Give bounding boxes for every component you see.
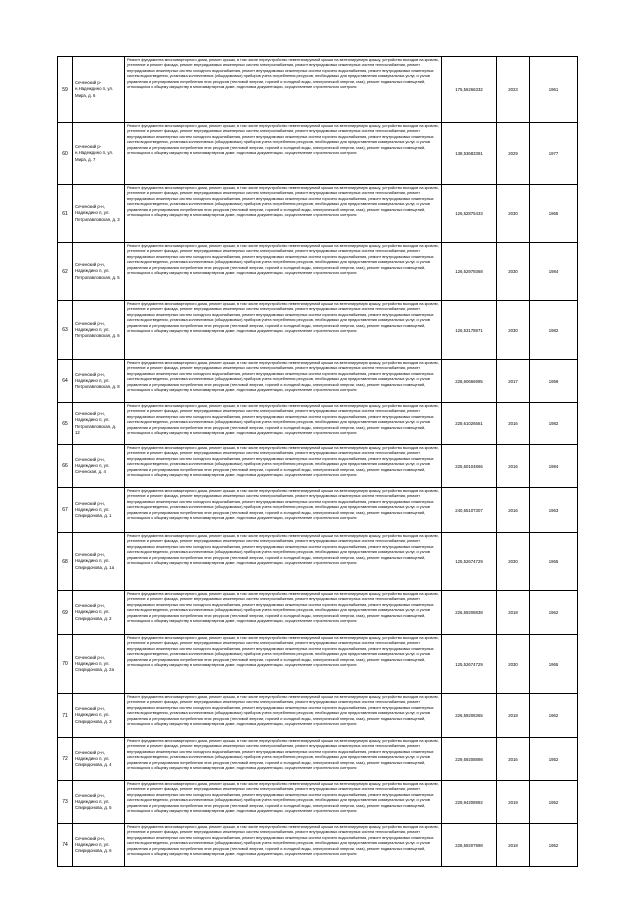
works-list-cell (125, 738, 442, 781)
table-row (58, 243, 578, 301)
address-cell: Сеченский р-н, Надеждино п, ул. Петропавловская, д. 8 (73, 360, 125, 403)
works-list-cell (125, 403, 442, 445)
cost-cell: 225,60104866 (442, 445, 497, 488)
planned-year-cell: 2018 (497, 591, 530, 635)
planned-year-cell: 2019 (497, 781, 530, 824)
address-cell: Сеченский р-н,Надеждино п, ул. Мира, д. 7 (73, 123, 125, 185)
construction-year-cell: 1952 (530, 738, 578, 781)
works-register-table (57, 56, 578, 867)
table-row (58, 635, 578, 694)
works-list-cell (125, 123, 442, 185)
row-number-cell: 71 (58, 694, 73, 738)
works-list-cell (125, 781, 442, 824)
address-cell: Сеченский р-н, Надеждино п, ул. Спиридонова, д. 4 (73, 738, 125, 781)
cost-cell: 226,59208838 (442, 591, 497, 635)
table-row (58, 403, 578, 445)
planned-year-cell: 2029 (497, 123, 530, 185)
works-list-cell (125, 533, 442, 591)
construction-year-cell: 1952 (530, 824, 578, 867)
table-row (58, 824, 578, 867)
works-list-text: Ремонт фундамента многоквартирного дома, ремонт крыши, в том числе переустройство невентилируемой крыши на вентилируемую крышу, устройство выходов на кровлю, утепление и ремонт фасада, ремонт внутридомовых инженерных систем электроснабжения, ремонт внутридомовых инженерных систем теплоснабжения, ремонт внутридомовых инженерных систем холодного водоснабжения, ремонт внутридомовых инженерных систем горячего водоснабжения, ремонт внутридомовых инженерных систем водоотведения, установка коллективных (общедомовых) приборов учета потребления ресурсов, необходимых для предоставления коммунальных услуг, и узлов управления и регулирования потребления этих ресурсов (тепловой энергии, горячей и холодной воды, электрической энергии, газа), ремонт подвальных помещений, относящихся к общему имуществу в многоквартирном доме, подготовка документации, осуществление строительного контроля (127, 694, 439, 727)
cost-cell: 175,56266332 (442, 57, 497, 123)
works-list-cell (125, 445, 442, 488)
row-number-cell: 74 (58, 824, 73, 867)
table-row (58, 185, 578, 243)
works-list-cell (125, 488, 442, 533)
works-list-text: Ремонт фундамента многоквартирного дома, ремонт крыши, в том числе переустройство невентилируемой крыши на вентилируемую крышу, устройство выходов на кровлю, утепление и ремонт фасада, ремонт внутридомовых инженерных систем электроснабжения, ремонт внутридомовых инженерных систем теплоснабжения, ремонт внутридомовых инженерных систем холодного водоснабжения, ремонт внутридомовых инженерных систем горячего водоснабжения, ремонт внутридомовых инженерных систем водоотведения, установка коллективных (общедомовых) приборов учета потребления ресурсов, необходимых для предоставления коммунальных услуг, и узлов управления и регулирования потребления этих ресурсов (тепловой энергии, горячей и холодной воды, электрической энергии, газа), ремонт подвальных помещений, относящихся к общему имуществу в многоквартирном доме, подготовка документации, осуществление строительного контроля (127, 185, 439, 218)
works-list-cell (125, 185, 442, 243)
row-number-cell: 63 (58, 301, 73, 360)
planned-year-cell: 2018 (497, 824, 530, 867)
planned-year-cell: 2016 (497, 403, 530, 445)
works-list-text: Ремонт фундамента многоквартирного дома, ремонт крыши, в том числе переустройство невентилируемой крыши на вентилируемую крышу, устройство выходов на кровлю, утепление и ремонт фасада, ремонт внутридомовых инженерных систем электроснабжения, ремонт внутридомовых инженерных систем теплоснабжения, ремонт внутридомовых инженерных систем холодного водоснабжения, ремонт внутридомовых инженерных систем горячего водоснабжения, ремонт внутридомовых инженерных систем водоотведения, установка коллективных (общедомовых) приборов учета потребления ресурсов, необходимых для предоставления коммунальных услуг, и узлов управления и регулирования потребления этих ресурсов (тепловой энергии, горячей и холодной воды, электрической энергии, газа), ремонт подвальных помещений, относящихся к общему имуществу в многоквартирном доме, подготовка документации, осуществление строительного контроля (127, 591, 439, 624)
cost-cell: 228,61026561 (442, 403, 497, 445)
works-list-cell (125, 635, 442, 694)
row-number-cell: 62 (58, 243, 73, 301)
address-cell: Сеченский р-н, Надеждино п, ул. Спиридонова, д. 1 (73, 488, 125, 533)
construction-year-cell: 1952 (530, 781, 578, 824)
construction-year-cell: 1984 (530, 243, 578, 301)
construction-year-cell: 1965 (530, 533, 578, 591)
construction-year-cell: 1963 (530, 488, 578, 533)
cost-cell: 229,94208992 (442, 781, 497, 824)
cost-cell: 228,60666995 (442, 360, 497, 403)
cost-cell: 126,52979368 (442, 243, 497, 301)
works-list-text: Ремонт фундамента многоквартирного дома, ремонт крыши, в том числе переустройство невентилируемой крыши на вентилируемую крышу, устройство выходов на кровлю, утепление и ремонт фасада, ремонт внутридомовых инженерных систем электроснабжения, ремонт внутридомовых инженерных систем теплоснабжения, ремонт внутридомовых инженерных систем холодного водоснабжения, ремонт внутридомовых инженерных систем горячего водоснабжения, ремонт внутридомовых инженерных систем водоотведения, установка коллективных (общедомовых) приборов учета потребления ресурсов, необходимых для предоставления коммунальных услуг, и узлов управления и регулирования потребления этих ресурсов (тепловой энергии, горячей и холодной воды, электрической энергии, газа), ремонт подвальных помещений, относящихся к общему имуществу в многоквартирном доме, подготовка документации, осуществление строительного контроля (127, 123, 439, 156)
row-number-cell: 64 (58, 360, 73, 403)
table-row (58, 57, 578, 123)
row-number-cell: 69 (58, 591, 73, 635)
address-cell: Сеченский р-н, Надеждино п, ул. Спиридонова, д. 2 (73, 591, 125, 635)
works-list-text: Ремонт фундамента многоквартирного дома, ремонт крыши, в том числе переустройство невентилируемой крыши на вентилируемую крышу, устройство выходов на кровлю, утепление и ремонт фасада, ремонт внутридомовых инженерных систем электроснабжения, ремонт внутридомовых инженерных систем теплоснабжения, ремонт внутридомовых инженерных систем холодного водоснабжения, ремонт внутридомовых инженерных систем горячего водоснабжения, ремонт внутридомовых инженерных систем водоотведения, установка коллективных (общедомовых) приборов учета потребления ресурсов, необходимых для предоставления коммунальных услуг, и узлов управления и регулирования потребления этих ресурсов (тепловой энергии, горячей и холодной воды, электрической энергии, газа), ремонт подвальных помещений, относящихся к общему имуществу в многоквартирном доме, подготовка документации, осуществление строительного контроля (127, 738, 439, 771)
planned-year-cell: 2030 (497, 243, 530, 301)
works-list-cell (125, 57, 442, 123)
row-number-cell: 59 (58, 57, 73, 123)
address-cell: Сеченский р-н, Надеждино п, ул. Петропавловская, д. 3 (73, 185, 125, 243)
table-row (58, 301, 578, 360)
address-cell: Сеченский р-н, Надеждино п, ул. Спиридонова, д. 5 (73, 781, 125, 824)
address-cell: Сеченский р-н, Надеждино п, ул. Спиридонова, д. 3 (73, 694, 125, 738)
planned-year-cell: 2023 (497, 57, 530, 123)
cost-cell: 229,59208898 (442, 738, 497, 781)
cost-cell: 138,53683391 (442, 123, 497, 185)
works-list-cell (125, 243, 442, 301)
construction-year-cell: 1959 (530, 360, 578, 403)
address-cell: Сеченский р-н, Надеждино п, ул. Спиридонова, д. 2а (73, 635, 125, 694)
table-row (58, 781, 578, 824)
planned-year-cell: 2018 (497, 694, 530, 738)
row-number-cell: 68 (58, 533, 73, 591)
address-cell: Сеченский р-н, Надеждино п, ул. Сеченская, д. 4 (73, 445, 125, 488)
row-number-cell: 65 (58, 403, 73, 445)
works-list-text: Ремонт фундамента многоквартирного дома, ремонт крыши, в том числе переустройство невентилируемой крыши на вентилируемую крышу, устройство выходов на кровлю, утепление и ремонт фасада, ремонт внутридомовых инженерных систем электроснабжения, ремонт внутридомовых инженерных систем теплоснабжения, ремонт внутридомовых инженерных систем холодного водоснабжения, ремонт внутридомовых инженерных систем горячего водоснабжения, ремонт внутридомовых инженерных систем водоотведения, установка коллективных (общедомовых) приборов учета потребления ресурсов, необходимых для предоставления коммунальных услуг, и узлов управления и регулирования потребления этих ресурсов (тепловой энергии, горячей и холодной воды, электрической энергии, газа), ремонт подвальных помещений, относящихся к общему имуществу в многоквартирном доме, подготовка документации, осуществление строительного контроля (127, 445, 439, 478)
row-number-cell: 72 (58, 738, 73, 781)
construction-year-cell: 1961 (530, 57, 578, 123)
planned-year-cell: 2030 (497, 635, 530, 694)
construction-year-cell: 1977 (530, 123, 578, 185)
table-row (58, 445, 578, 488)
works-list-text: Ремонт фундамента многоквартирного дома, ремонт крыши, в том числе переустройство невентилируемой крыши на вентилируемую крышу, устройство выходов на кровлю, утепление и ремонт фасада, ремонт внутридомовых инженерных систем электроснабжения, ремонт внутридомовых инженерных систем теплоснабжения, ремонт внутридомовых инженерных систем холодного водоснабжения, ремонт внутридомовых инженерных систем горячего водоснабжения, ремонт внутридомовых инженерных систем водоотведения, установка коллективных (общедомовых) приборов учета потребления ресурсов, необходимых для предоставления коммунальных услуг, и узлов управления и регулирования потребления этих ресурсов (тепловой энергии, горячей и холодной воды, электрической энергии, газа), ремонт подвальных помещений, относящихся к общему имуществу в многоквартирном доме, подготовка документации, осуществление строительного контроля (127, 635, 439, 668)
table-row (58, 738, 578, 781)
works-list-text: Ремонт фундамента многоквартирного дома, ремонт крыши, в том числе переустройство невентилируемой крыши на вентилируемую крышу, устройство выходов на кровлю, утепление и ремонт фасада, ремонт внутридомовых инженерных систем электроснабжения, ремонт внутридомовых инженерных систем теплоснабжения, ремонт внутридомовых инженерных систем холодного водоснабжения, ремонт внутридомовых инженерных систем горячего водоснабжения, ремонт внутридомовых инженерных систем водоотведения, установка коллективных (общедомовых) приборов учета потребления ресурсов, необходимых для предоставления коммунальных услуг, и узлов управления и регулирования потребления этих ресурсов (тепловой энергии, горячей и холодной воды, электрической энергии, газа), ремонт подвальных помещений, относящихся к общему имуществу в многоквартирном доме, подготовка документации, осуществление строительного контроля (127, 488, 439, 521)
works-list-cell (125, 824, 442, 867)
planned-year-cell: 2016 (497, 445, 530, 488)
table-row (58, 533, 578, 591)
construction-year-cell: 1962 (530, 694, 578, 738)
table-row (58, 694, 578, 738)
address-cell: Сеченский р-н, Надеждино п, ул. Спиридонова, д. 6 (73, 824, 125, 867)
works-list-text: Ремонт фундамента многоквартирного дома, ремонт крыши, в том числе переустройство невентилируемой крыши на вентилируемую крышу, устройство выходов на кровлю, утепление и ремонт фасада, ремонт внутридомовых инженерных систем электроснабжения, ремонт внутридомовых инженерных систем теплоснабжения, ремонт внутридомовых инженерных систем холодного водоснабжения, ремонт внутридомовых инженерных систем горячего водоснабжения, ремонт внутридомовых инженерных систем водоотведения, установка коллективных (общедомовых) приборов учета потребления ресурсов, необходимых для предоставления коммунальных услуг, и узлов управления и регулирования потребления этих ресурсов (тепловой энергии, горячей и холодной воды, электрической энергии, газа), ремонт подвальных помещений, относящихся к общему имуществу в многоквартирном доме, подготовка документации, осуществление строительного контроля (127, 57, 439, 90)
construction-year-cell: 1984 (530, 445, 578, 488)
planned-year-cell: 2030 (497, 185, 530, 243)
cost-cell: 228,59207998 (442, 824, 497, 867)
address-cell: Сеченский р-н, Надеждино п, ул. Петропавловская, д. 6 (73, 301, 125, 360)
works-list-cell (125, 360, 442, 403)
works-list-cell (125, 301, 442, 360)
row-number-cell: 61 (58, 185, 73, 243)
works-list-text: Ремонт фундамента многоквартирного дома, ремонт крыши, в том числе переустройство невентилируемой крыши на вентилируемую крышу, устройство выходов на кровлю, утепление и ремонт фасада, ремонт внутридомовых инженерных систем электроснабжения, ремонт внутридомовых инженерных систем теплоснабжения, ремонт внутридомовых инженерных систем холодного водоснабжения, ремонт внутридомовых инженерных систем горячего водоснабжения, ремонт внутридомовых инженерных систем водоотведения, установка коллективных (общедомовых) приборов учета потребления ресурсов, необходимых для предоставления коммунальных услуг, и узлов управления и регулирования потребления этих ресурсов (тепловой энергии, горячей и холодной воды, электрической энергии, газа), ремонт подвальных помещений, относящихся к общему имуществу в многоквартирном доме, подготовка документации, осуществление строительного контроля (127, 243, 439, 276)
construction-year-cell: 1962 (530, 591, 578, 635)
construction-year-cell: 1982 (530, 403, 578, 445)
row-number-cell: 66 (58, 445, 73, 488)
planned-year-cell: 2030 (497, 301, 530, 360)
works-list-cell (125, 591, 442, 635)
planned-year-cell: 2030 (497, 533, 530, 591)
planned-year-cell: 2017 (497, 360, 530, 403)
address-cell: Сеченский р-н,Надеждино п, ул. Мира, д. 6 (73, 57, 125, 123)
works-list-text: Ремонт фундамента многоквартирного дома, ремонт крыши, в том числе переустройство невентилируемой крыши на вентилируемую крышу, устройство выходов на кровлю, утепление и ремонт фасада, ремонт внутридомовых инженерных систем электроснабжения, ремонт внутридомовых инженерных систем теплоснабжения, ремонт внутридомовых инженерных систем холодного водоснабжения, ремонт внутридомовых инженерных систем горячего водоснабжения, ремонт внутридомовых инженерных систем водоотведения, установка коллективных (общедомовых) приборов учета потребления ресурсов, необходимых для предоставления коммунальных услуг, и узлов управления и регулирования потребления этих ресурсов (тепловой энергии, горячей и холодной воды, электрической энергии, газа), ремонт подвальных помещений, относящихся к общему имуществу в многоквартирном доме, подготовка документации, осуществление строительного контроля (127, 301, 439, 334)
works-list-text: Ремонт фундамента многоквартирного дома, ремонт крыши, в том числе переустройство невентилируемой крыши на вентилируемую крышу, устройство выходов на кровлю, утепление и ремонт фасада, ремонт внутридомовых инженерных систем электроснабжения, ремонт внутридомовых инженерных систем теплоснабжения, ремонт внутридомовых инженерных систем холодного водоснабжения, ремонт внутридомовых инженерных систем горячего водоснабжения, ремонт внутридомовых инженерных систем водоотведения, установка коллективных (общедомовых) приборов учета потребления ресурсов, необходимых для предоставления коммунальных услуг, и узлов управления и регулирования потребления этих ресурсов (тепловой энергии, горячей и холодной воды, электрической энергии, газа), ремонт подвальных помещений, относящихся к общему имуществу в многоквартирном доме, подготовка документации, осуществление строительного контроля (127, 781, 439, 814)
cost-cell: 125,52674729 (442, 635, 497, 694)
table-row (58, 123, 578, 185)
row-number-cell: 60 (58, 123, 73, 185)
planned-year-cell: 2016 (497, 488, 530, 533)
works-list-cell (125, 694, 442, 738)
construction-year-cell: 1965 (530, 185, 578, 243)
row-number-cell: 70 (58, 635, 73, 694)
construction-year-cell: 1982 (530, 301, 578, 360)
table-row (58, 360, 578, 403)
cost-cell: 125,52674729 (442, 533, 497, 591)
row-number-cell: 67 (58, 488, 73, 533)
construction-year-cell: 1965 (530, 635, 578, 694)
works-list-text: Ремонт фундамента многоквартирного дома, ремонт крыши, в том числе переустройство невентилируемой крыши на вентилируемую крышу, устройство выходов на кровлю, утепление и ремонт фасада, ремонт внутридомовых инженерных систем электроснабжения, ремонт внутридомовых инженерных систем теплоснабжения, ремонт внутридомовых инженерных систем холодного водоснабжения, ремонт внутридомовых инженерных систем горячего водоснабжения, ремонт внутридомовых инженерных систем водоотведения, установка коллективных (общедомовых) приборов учета потребления ресурсов, необходимых для предоставления коммунальных услуг, и узлов управления и регулирования потребления этих ресурсов (тепловой энергии, горячей и холодной воды, электрической энергии, газа), ремонт подвальных помещений, относящихся к общему имуществу в многоквартирном доме, подготовка документации, осуществление строительного контроля (127, 533, 439, 566)
address-cell: Сеченский р-н, Надеждино п, ул. Петропавловская, д. 5 (73, 243, 125, 301)
cost-cell: 240,55107307 (442, 488, 497, 533)
works-list-text: Ремонт фундамента многоквартирного дома, ремонт крыши, в том числе переустройство невентилируемой крыши на вентилируемую крышу, устройство выходов на кровлю, утепление и ремонт фасада, ремонт внутридомовых инженерных систем электроснабжения, ремонт внутридомовых инженерных систем теплоснабжения, ремонт внутридомовых инженерных систем холодного водоснабжения, ремонт внутридомовых инженерных систем горячего водоснабжения, ремонт внутридомовых инженерных систем водоотведения, установка коллективных (общедомовых) приборов учета потребления ресурсов, необходимых для предоставления коммунальных услуг, и узлов управления и регулирования потребления этих ресурсов (тепловой энергии, горячей и холодной воды, электрической энергии, газа), ремонт подвальных помещений, относящихся к общему имуществу в многоквартирном доме, подготовка документации, осуществление строительного контроля (127, 403, 439, 436)
table-row (58, 488, 578, 533)
works-list-text: Ремонт фундамента многоквартирного дома, ремонт крыши, в том числе переустройство невентилируемой крыши на вентилируемую крышу, устройство выходов на кровлю, утепление и ремонт фасада, ремонт внутридомовых инженерных систем электроснабжения, ремонт внутридомовых инженерных систем теплоснабжения, ремонт внутридомовых инженерных систем холодного водоснабжения, ремонт внутридомовых инженерных систем горячего водоснабжения, ремонт внутридомовых инженерных систем водоотведения, установка коллективных (общедомовых) приборов учета потребления ресурсов, необходимых для предоставления коммунальных услуг, и узлов управления и регулирования потребления этих ресурсов (тепловой энергии, горячей и холодной воды, электрической энергии, газа), ремонт подвальных помещений, относящихся к общему имуществу в многоквартирном доме, подготовка документации, осуществление строительного контроля (127, 360, 439, 393)
row-number-cell: 73 (58, 781, 73, 824)
table-body (58, 57, 578, 867)
table-row (58, 591, 578, 635)
address-cell: Сеченский р-н, Надеждино п, ул. Спиридонова, д. 1а (73, 533, 125, 591)
planned-year-cell: 2016 (497, 738, 530, 781)
address-cell: Сеченский р-н, Надеждино п, ул. Петропавловская, д. 12 (73, 403, 125, 445)
cost-cell: 226,59208365 (442, 694, 497, 738)
cost-cell: 126,52875433 (442, 185, 497, 243)
works-list-text: Ремонт фундамента многоквартирного дома, ремонт крыши, в том числе переустройство невентилируемой крыши на вентилируемую крышу, устройство выходов на кровлю, утепление и ремонт фасада, ремонт внутридомовых инженерных систем электроснабжения, ремонт внутридомовых инженерных систем теплоснабжения, ремонт внутридомовых инженерных систем холодного водоснабжения, ремонт внутридомовых инженерных систем горячего водоснабжения, ремонт внутридомовых инженерных систем водоотведения, установка коллективных (общедомовых) приборов учета потребления ресурсов, необходимых для предоставления коммунальных услуг, и узлов управления и регулирования потребления этих ресурсов (тепловой энергии, горячей и холодной воды, электрической энергии, газа), ремонт подвальных помещений, относящихся к общему имуществу в многоквартирном доме, подготовка документации, осуществление строительного контроля (127, 824, 439, 857)
cost-cell: 126,53178871 (442, 301, 497, 360)
